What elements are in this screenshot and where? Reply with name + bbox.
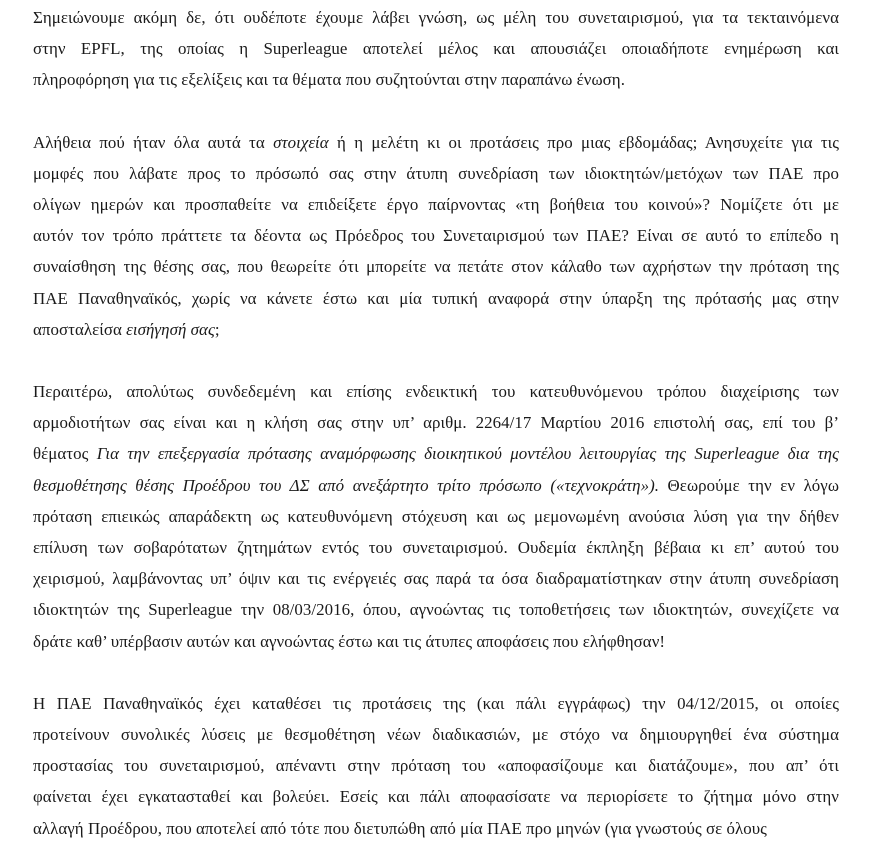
- text-line: [33, 2, 839, 33]
- text-run: ;: [214, 319, 220, 339]
- text-run: δράτε καθ’ υπέρβασιν αυτών και αγνοώντας έστω και τις άτυπες αποφάσεις που ελήφθησαν!: [33, 631, 666, 651]
- text-line: [33, 594, 839, 625]
- text-line: [33, 314, 839, 345]
- text-line: [33, 501, 839, 532]
- italic-text: εισήγησή σας: [126, 319, 215, 339]
- text-run: προτείνουν συνολικές λύσεις με θεσμοθέτηση νέων διαδικασιών, με στόχο να δημιουργηθεί ένα σύστημα: [33, 725, 839, 745]
- text-line: [33, 688, 839, 719]
- italic-text: στοιχεία: [273, 132, 329, 152]
- text-line: [33, 376, 839, 407]
- paragraph-gap: [33, 345, 839, 376]
- text-run: Περαιτέρω, απολύτως συνδεδεμένη και επίσης ενδεικτική του κατευθυνόμενου τρόπου διαχείρισης των: [33, 382, 839, 402]
- paragraph: [33, 688, 839, 844]
- text-run: Αλήθεια πού ήταν όλα αυτά τα: [33, 132, 274, 152]
- text-run: αποσταλείσα: [33, 319, 127, 339]
- paragraph: [33, 2, 839, 96]
- text-run: επίλυση των σοβαρότατων ζητημάτων εντός του συνεταιρισμού. Ουδεμία έκπληξη βέβαια κι επ’ αυτού του: [33, 538, 839, 558]
- text-run: προστασίας του συνεταιρισμού, απέναντι στην πρόταση του «αποφασίζουμε και διατάζουμε», που απ’ ότι: [33, 756, 839, 776]
- text-line: [33, 127, 839, 158]
- text-run: θέματος: [33, 444, 97, 464]
- text-line: [33, 189, 839, 220]
- text-line: [33, 781, 839, 812]
- text-line: [33, 626, 839, 657]
- paragraph-gap: [33, 657, 839, 688]
- text-line: [33, 33, 839, 64]
- paragraph: [33, 127, 839, 345]
- text-line: [33, 563, 839, 594]
- text-run: στην EPFL, της οποίας η Superleague αποτελεί μέλος και απουσιάζει οποιαδήποτε ενημέρωση και: [33, 39, 839, 59]
- text-line: [33, 407, 839, 438]
- text-line: [33, 532, 839, 563]
- italic-text: θεσμοθέτησης θέσης Προέδρου του ΔΣ από ανεξάρτητο τρίτο πρόσωπο («τεχνοκράτη»).: [33, 475, 660, 495]
- text-run: Σημειώνουμε ακόμη δε, ότι ουδέποτε έχουμε λάβει γνώση, ως μέλη του συνεταιρισμού, για τα τεκταινόμενα: [33, 8, 839, 27]
- text-line: [33, 220, 839, 251]
- text-run: Η ΠΑΕ Παναθηναϊκός έχει καταθέσει τις προτάσεις της (και πάλι εγγράφως) την 04/12/2015, οι οποίες: [33, 693, 839, 713]
- text-line: [33, 283, 839, 314]
- text-line: [33, 750, 839, 781]
- text-line: [33, 251, 839, 282]
- text-run: αρμοδιοτήτων σας είναι και η κλήση σας στην υπ’ αριθμ. 2264/17 Μαρτίου 2016 επιστολή σας, επί του β’: [33, 413, 839, 433]
- text-line: [33, 470, 839, 501]
- text-line: [33, 64, 839, 95]
- document-page: [33, 2, 839, 844]
- text-run: ή η μελέτη κι οι προτάσεις προ μιας εβδομάδας; Ανησυχείτε για τις: [328, 132, 839, 152]
- text-run: πληροφόρηση για τις εξελίξεις και τα θέματα που συζητούνται στην παραπάνω ένωση.: [33, 70, 625, 90]
- text-run: χειρισμού, λαμβάνοντας υπ’ όψιν και τις ενέργειές σας παρά τα όσα διαδραματίστηκαν στην άτυπη συνεδρίαση: [33, 569, 839, 589]
- text-run: μομφές που λάβατε προς το πρόσωπό σας στην άτυπη συνεδρίαση των ιδιοκτητών/μετόχων των ΠΑΕ προ: [33, 163, 839, 183]
- paragraph-gap: [33, 96, 839, 127]
- text-line: [33, 438, 839, 469]
- text-run: Θεωρούμε την εν λόγω: [659, 475, 839, 495]
- text-line: [33, 719, 839, 750]
- italic-text: Για την επεξεργασία πρότασης αναμόρφωσης διοικητικού μοντέλου λειτουργίας της Superleague δια της: [96, 444, 839, 464]
- text-run: συναίσθηση της θέσης σας, που θεωρείτε ότι μπορείτε να πετάτε στον κάλαθο των αχρήστων την πρόταση της: [33, 257, 839, 277]
- text-run: φαίνεται έχει εγκατασταθεί και βολεύει. Εσείς και πάλι αποφασίσατε να περιορίσετε το ζήτημα μόνο στην: [33, 787, 839, 807]
- text-run: ΠΑΕ Παναθηναϊκός, χωρίς να κάνετε έστω και μία τυπική αναφορά στην ύπαρξη της πρότασής μας στην: [33, 288, 839, 308]
- text-run: ολίγων ημερών και προσπαθείτε να επιδείξετε έργο παίρνοντας «τη βοήθεια του κοινού»? Νομίζετε ότι με: [33, 195, 839, 215]
- text-run: αλλαγή Προέδρου, που αποτελεί από τότε που διετυπώθη από μία ΠΑΕ προ μηνών (για γνωστούς σε όλους: [33, 818, 767, 838]
- text-line: [33, 158, 839, 189]
- text-run: ιδιοκτητών της Superleague την 08/03/2016, όπου, αγνοώντας τις τοποθετήσεις των ιδιοκτητών, συνεχίζετε να: [33, 600, 839, 620]
- paragraph: [33, 376, 839, 657]
- text-run: αυτόν τον τρόπο πράττετε τα δέοντα ως Πρόεδρος του Συνεταιρισμού των ΠΑΕ? Είναι σε αυτό το επίπεδο η: [33, 226, 839, 246]
- text-run: πρόταση επιεικώς απαράδεκτη ως κατευθυνόμενη στόχευση και ως μεμονωμένη ανούσια λύση για την δήθεν: [33, 506, 839, 526]
- text-line: [33, 813, 839, 844]
